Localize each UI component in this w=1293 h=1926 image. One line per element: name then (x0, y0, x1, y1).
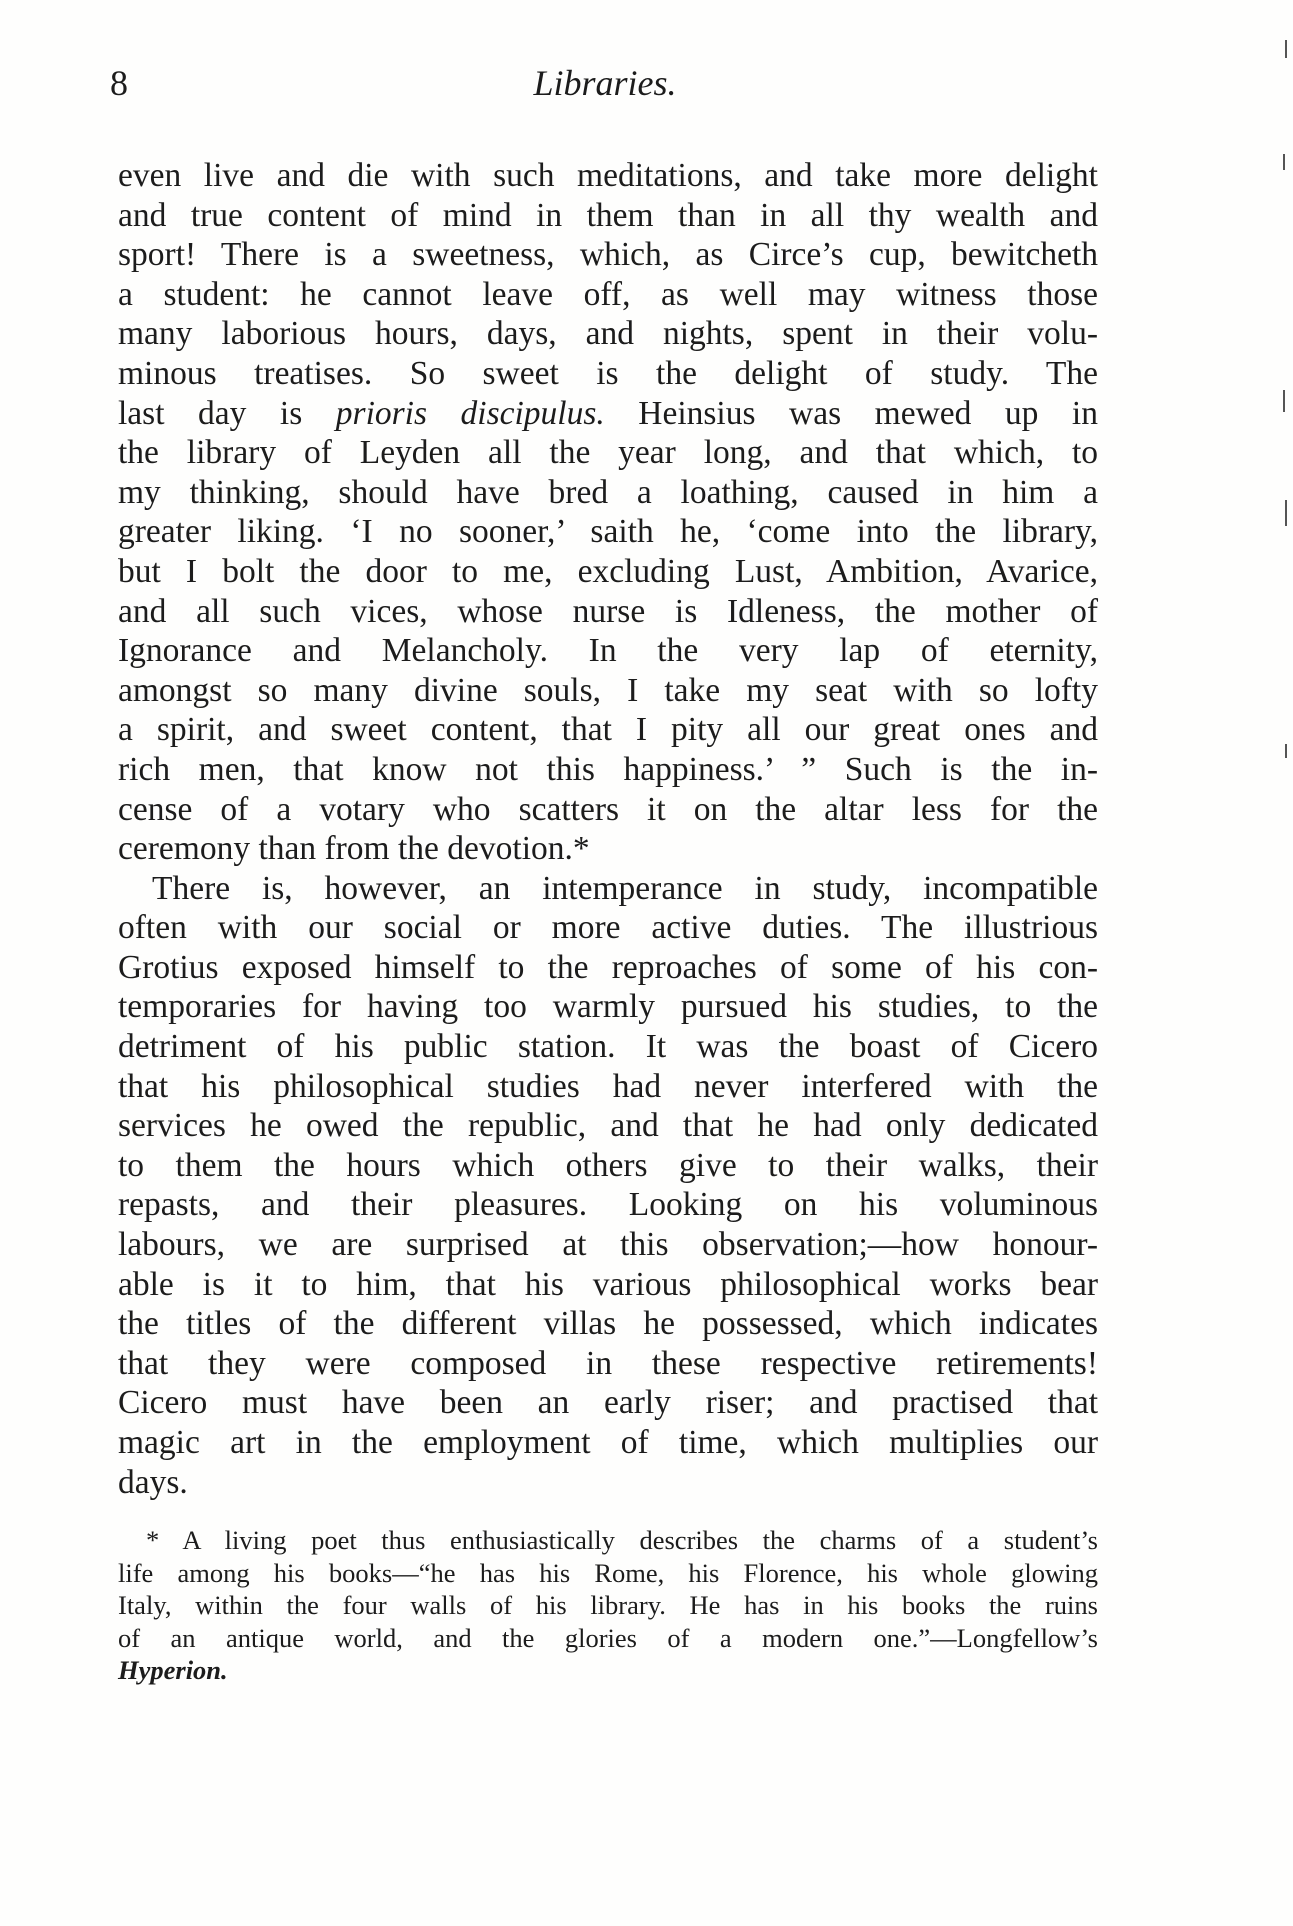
scan-margin-mark (1285, 500, 1287, 526)
scan-margin-mark (1285, 744, 1287, 758)
text-line: services he owed the republic, and that he had only dedicated (118, 1107, 1098, 1145)
text-line: magic art in the employment of time, which multiplies our (118, 1424, 1098, 1461)
text-line (118, 394, 1098, 434)
scan-margin-mark (1283, 390, 1285, 412)
text-line: Grotius exposed himself to the reproaches of some of his con- (118, 948, 1098, 986)
text-line: amongst so many divine souls, I take my seat with so lofty (118, 671, 1098, 709)
text-line: and all such vices, whose nurse is Idleness, the mother of (118, 592, 1098, 630)
text-line: the library of Leyden all the year long, and that which, to (118, 434, 1098, 472)
text-line: my thinking, should have bred a loathing, caused in him a (118, 473, 1098, 511)
paragraph-start: There is, however, an intemperance in study, incompatible (152, 869, 1098, 907)
scan-margin-mark (1283, 154, 1285, 170)
text-line: greater liking. ‘I no sooner,’ saith he, ‘come into the library, (118, 513, 1098, 551)
text-line: detriment of his public station. It was the boast of Cicero (118, 1028, 1098, 1066)
page-number: 8 (110, 63, 128, 103)
running-title: Libraries. (533, 63, 677, 103)
text-line: days. (118, 1463, 188, 1501)
footnote-book-title: Hyperion. (118, 1655, 228, 1685)
text-line: a spirit, and sweet content, that I pity all our great ones and (118, 711, 1098, 749)
text-line: able is it to him, that his various philosophical works bear (118, 1265, 1098, 1303)
text-line: sport! There is a sweetness, which, as Circe’s cup, bewitcheth (118, 236, 1098, 274)
text-line: that his philosophical studies had never interfered with the (118, 1067, 1098, 1105)
text-line: ceremony than from the devotion.* (118, 830, 590, 868)
text-line: Ignorance and Melancholy. In the very lap of eternity, (118, 632, 1098, 670)
text-line: often with our social or more active duties. The illustrious (118, 909, 1098, 947)
footnote-line: * A living poet thus enthusiastically describes the charms of a student’s (146, 1525, 1098, 1555)
body-text (118, 156, 1098, 1502)
text-line: repasts, and their pleasures. Looking on his voluminous (118, 1186, 1098, 1224)
text-line: that they were composed in these respective retirements! (118, 1344, 1098, 1382)
text-segment: last day is (118, 394, 336, 432)
text-line: many laborious hours, days, and nights, spent in their volu- (118, 315, 1098, 353)
text-line: labours, we are surprised at this observation;—how honour- (118, 1226, 1098, 1264)
footnote-line: Italy, within the four walls of his library. He has in his books the ruins (118, 1590, 1098, 1620)
footnote-line: life among his books—“he has his Rome, his Florence, his whole glowing (118, 1557, 1098, 1588)
footnote-line: of an antique world, and the glories of a modern one.”—Longfellow’s (118, 1622, 1098, 1653)
text-line: cense of a votary who scatters it on the altar less for the (118, 790, 1098, 828)
text-line: temporaries for having too warmly pursued his studies, to the (118, 988, 1098, 1026)
text-line: to them the hours which others give to their walks, their (118, 1146, 1098, 1184)
text-segment: Heinsius was mewed up in (604, 394, 1098, 432)
text-line: a student: he cannot leave off, as well may witness those (118, 275, 1098, 313)
text-line: but I bolt the door to me, excluding Lust, Ambition, Avarice, (118, 552, 1098, 590)
scan-margin-mark (1285, 40, 1287, 58)
latin-phrase: prioris discipulus. (335, 394, 605, 432)
text-line: minous treatises. So sweet is the delight of study. The (118, 354, 1098, 392)
text-line: the titles of the different villas he possessed, which indicates (118, 1305, 1098, 1343)
text-line: rich men, that know not this happiness.’ ” Such is the in- (118, 750, 1098, 788)
text-line: and true content of mind in them than in all thy wealth and (118, 196, 1098, 234)
page-header (110, 62, 1100, 112)
text-line: even live and die with such meditations, and take more delight (118, 157, 1098, 194)
footnote (118, 1524, 1098, 1687)
text-line: Cicero must have been an early riser; and practised that (118, 1384, 1098, 1422)
